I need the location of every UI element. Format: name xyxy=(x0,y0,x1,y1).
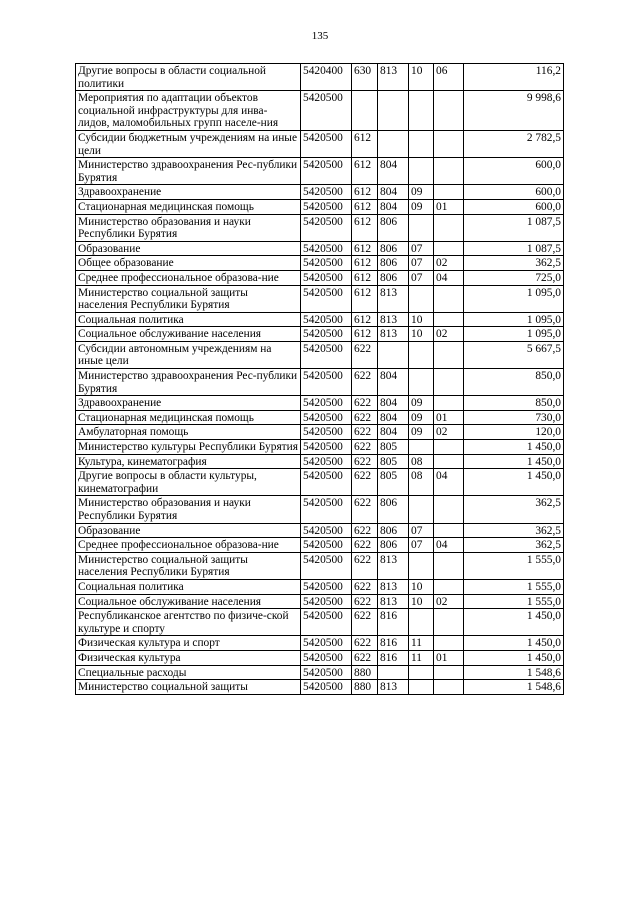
expense-type-cell: 622 xyxy=(352,396,378,411)
section-code-cell xyxy=(409,91,434,131)
section-code-cell: 07 xyxy=(409,241,434,256)
ministry-code-cell: 805 xyxy=(378,469,409,496)
expense-name-cell: Министерство образования и науки Республики Бурятия xyxy=(76,496,301,523)
table-row xyxy=(76,579,564,594)
section-code-cell: 07 xyxy=(409,256,434,271)
expense-type-cell: 622 xyxy=(352,369,378,396)
amount-cell: 5 667,5 xyxy=(464,341,564,368)
ministry-code-cell: 816 xyxy=(378,609,409,636)
expense-type-cell: 622 xyxy=(352,425,378,440)
amount-cell: 120,0 xyxy=(464,425,564,440)
table-row xyxy=(76,636,564,651)
table-row xyxy=(76,410,564,425)
table-row xyxy=(76,469,564,496)
table-row xyxy=(76,270,564,285)
section-code-cell xyxy=(409,341,434,368)
ministry-code-cell: 813 xyxy=(378,64,409,91)
table-row xyxy=(76,496,564,523)
table-row xyxy=(76,158,564,185)
subsection-code-cell xyxy=(434,665,464,680)
target-article-cell: 5420500 xyxy=(301,469,352,496)
section-code-cell xyxy=(409,369,434,396)
target-article-cell: 5420500 xyxy=(301,425,352,440)
amount-cell: 850,0 xyxy=(464,369,564,396)
subsection-code-cell xyxy=(434,130,464,157)
section-code-cell: 08 xyxy=(409,469,434,496)
target-article-cell: 5420500 xyxy=(301,369,352,396)
section-code-cell: 09 xyxy=(409,410,434,425)
ministry-code-cell: 804 xyxy=(378,410,409,425)
budget-table-body xyxy=(76,64,564,695)
amount-cell: 1 450,0 xyxy=(464,650,564,665)
expense-name-cell: Министерство здравоохранения Рес-публики Бурятия xyxy=(76,158,301,185)
target-article-cell: 5420500 xyxy=(301,199,352,214)
table-row xyxy=(76,538,564,553)
table-row xyxy=(76,396,564,411)
subsection-code-cell: 04 xyxy=(434,270,464,285)
subsection-code-cell xyxy=(434,523,464,538)
amount-cell: 850,0 xyxy=(464,396,564,411)
expense-name-cell: Министерство социальной защиты населения Республики Бурятия xyxy=(76,285,301,312)
target-article-cell: 5420500 xyxy=(301,158,352,185)
subsection-code-cell xyxy=(434,579,464,594)
subsection-code-cell: 01 xyxy=(434,650,464,665)
table-row xyxy=(76,454,564,469)
target-article-cell: 5420500 xyxy=(301,312,352,327)
subsection-code-cell xyxy=(434,91,464,131)
table-row xyxy=(76,665,564,680)
ministry-code-cell: 804 xyxy=(378,425,409,440)
table-row xyxy=(76,369,564,396)
amount-cell: 1 450,0 xyxy=(464,440,564,455)
section-code-cell: 10 xyxy=(409,312,434,327)
subsection-code-cell: 02 xyxy=(434,256,464,271)
amount-cell: 725,0 xyxy=(464,270,564,285)
ministry-code-cell: 806 xyxy=(378,241,409,256)
ministry-code-cell: 804 xyxy=(378,369,409,396)
table-row xyxy=(76,523,564,538)
amount-cell: 1 087,5 xyxy=(464,214,564,241)
target-article-cell: 5420500 xyxy=(301,636,352,651)
subsection-code-cell xyxy=(434,241,464,256)
ministry-code-cell: 806 xyxy=(378,270,409,285)
target-article-cell: 5420500 xyxy=(301,496,352,523)
expense-name-cell: Среднее профессиональное образова-ние xyxy=(76,270,301,285)
target-article-cell: 5420500 xyxy=(301,523,352,538)
expense-type-cell xyxy=(352,91,378,131)
subsection-code-cell: 06 xyxy=(434,64,464,91)
table-row xyxy=(76,312,564,327)
section-code-cell: 11 xyxy=(409,636,434,651)
subsection-code-cell xyxy=(434,369,464,396)
target-article-cell: 5420500 xyxy=(301,256,352,271)
target-article-cell: 5420500 xyxy=(301,130,352,157)
target-article-cell: 5420500 xyxy=(301,241,352,256)
amount-cell: 9 998,6 xyxy=(464,91,564,131)
expense-name-cell: Министерство здравоохранения Рес-публики Бурятия xyxy=(76,369,301,396)
subsection-code-cell: 02 xyxy=(434,327,464,342)
table-row xyxy=(76,327,564,342)
page-number: 135 xyxy=(311,30,329,42)
ministry-code-cell: 805 xyxy=(378,454,409,469)
expense-type-cell: 630 xyxy=(352,64,378,91)
subsection-code-cell xyxy=(434,552,464,579)
subsection-code-cell xyxy=(434,454,464,469)
target-article-cell: 5420500 xyxy=(301,538,352,553)
ministry-code-cell: 805 xyxy=(378,440,409,455)
table-row xyxy=(76,594,564,609)
table-row xyxy=(76,285,564,312)
subsection-code-cell: 01 xyxy=(434,410,464,425)
target-article-cell: 5420500 xyxy=(301,327,352,342)
target-article-cell: 5420500 xyxy=(301,552,352,579)
expense-type-cell: 880 xyxy=(352,665,378,680)
ministry-code-cell: 806 xyxy=(378,496,409,523)
subsection-code-cell xyxy=(434,214,464,241)
amount-cell: 1 555,0 xyxy=(464,552,564,579)
section-code-cell: 09 xyxy=(409,425,434,440)
section-code-cell xyxy=(409,158,434,185)
section-code-cell xyxy=(409,496,434,523)
table-row xyxy=(76,425,564,440)
target-article-cell: 5420500 xyxy=(301,185,352,200)
section-code-cell: 10 xyxy=(409,594,434,609)
expense-name-cell: Физическая культура xyxy=(76,650,301,665)
ministry-code-cell: 813 xyxy=(378,327,409,342)
ministry-code-cell: 806 xyxy=(378,256,409,271)
expense-name-cell: Социальная политика xyxy=(76,579,301,594)
expense-type-cell: 622 xyxy=(352,341,378,368)
expense-type-cell: 622 xyxy=(352,609,378,636)
expense-type-cell: 612 xyxy=(352,130,378,157)
target-article-cell: 5420500 xyxy=(301,594,352,609)
ministry-code-cell: 816 xyxy=(378,650,409,665)
target-article-cell: 5420500 xyxy=(301,454,352,469)
amount-cell: 1 548,6 xyxy=(464,680,564,695)
ministry-code-cell: 813 xyxy=(378,285,409,312)
subsection-code-cell: 02 xyxy=(434,594,464,609)
subsection-code-cell: 04 xyxy=(434,538,464,553)
section-code-cell xyxy=(409,285,434,312)
target-article-cell: 5420400 xyxy=(301,64,352,91)
table-row xyxy=(76,552,564,579)
section-code-cell xyxy=(409,665,434,680)
expense-type-cell: 622 xyxy=(352,538,378,553)
table-row xyxy=(76,609,564,636)
ministry-code-cell: 816 xyxy=(378,636,409,651)
subsection-code-cell: 02 xyxy=(434,425,464,440)
amount-cell: 362,5 xyxy=(464,496,564,523)
amount-cell: 116,2 xyxy=(464,64,564,91)
table-row xyxy=(76,650,564,665)
subsection-code-cell xyxy=(434,312,464,327)
section-code-cell: 07 xyxy=(409,538,434,553)
expense-name-cell: Другие вопросы в области социальной политики xyxy=(76,64,301,91)
ministry-code-cell xyxy=(378,130,409,157)
ministry-code-cell: 806 xyxy=(378,523,409,538)
expense-type-cell: 622 xyxy=(352,579,378,594)
table-row xyxy=(76,185,564,200)
table-row xyxy=(76,214,564,241)
section-code-cell xyxy=(409,440,434,455)
table-row xyxy=(76,64,564,91)
target-article-cell: 5420500 xyxy=(301,341,352,368)
amount-cell: 362,5 xyxy=(464,538,564,553)
expense-type-cell: 612 xyxy=(352,199,378,214)
expense-type-cell: 612 xyxy=(352,285,378,312)
expense-name-cell: Республиканское агентство по физиче-ской культуре и спорту xyxy=(76,609,301,636)
subsection-code-cell xyxy=(434,609,464,636)
target-article-cell: 5420500 xyxy=(301,680,352,695)
ministry-code-cell: 813 xyxy=(378,312,409,327)
section-code-cell: 09 xyxy=(409,396,434,411)
subsection-code-cell xyxy=(434,341,464,368)
subsection-code-cell xyxy=(434,680,464,695)
expense-name-cell: Стационарная медицинская помощь xyxy=(76,199,301,214)
table-row xyxy=(76,241,564,256)
expense-name-cell: Специальные расходы xyxy=(76,665,301,680)
expense-type-cell: 612 xyxy=(352,185,378,200)
amount-cell: 362,5 xyxy=(464,523,564,538)
amount-cell: 1 555,0 xyxy=(464,579,564,594)
expense-name-cell: Стационарная медицинская помощь xyxy=(76,410,301,425)
amount-cell: 362,5 xyxy=(464,256,564,271)
subsection-code-cell xyxy=(434,185,464,200)
target-article-cell: 5420500 xyxy=(301,609,352,636)
ministry-code-cell: 804 xyxy=(378,185,409,200)
expense-name-cell: Субсидии автономным учреждениям на иные цели xyxy=(76,341,301,368)
ministry-code-cell: 813 xyxy=(378,594,409,609)
section-code-cell: 11 xyxy=(409,650,434,665)
subsection-code-cell xyxy=(434,396,464,411)
expense-name-cell: Здравоохранение xyxy=(76,185,301,200)
expense-name-cell: Культура, кинематография xyxy=(76,454,301,469)
expense-name-cell: Амбулаторная помощь xyxy=(76,425,301,440)
section-code-cell: 09 xyxy=(409,199,434,214)
amount-cell: 1 450,0 xyxy=(464,454,564,469)
expense-name-cell: Министерство культуры Республики Бурятия xyxy=(76,440,301,455)
target-article-cell: 5420500 xyxy=(301,214,352,241)
expense-name-cell: Среднее профессиональное образова-ние xyxy=(76,538,301,553)
section-code-cell xyxy=(409,130,434,157)
expense-name-cell: Социальная политика xyxy=(76,312,301,327)
section-code-cell xyxy=(409,552,434,579)
subsection-code-cell xyxy=(434,636,464,651)
expense-name-cell: Социальное обслуживание населения xyxy=(76,594,301,609)
expense-type-cell: 622 xyxy=(352,594,378,609)
ministry-code-cell: 804 xyxy=(378,396,409,411)
amount-cell: 1 450,0 xyxy=(464,636,564,651)
expense-type-cell: 612 xyxy=(352,241,378,256)
target-article-cell: 5420500 xyxy=(301,579,352,594)
ministry-code-cell: 813 xyxy=(378,579,409,594)
subsection-code-cell xyxy=(434,158,464,185)
subsection-code-cell xyxy=(434,285,464,312)
section-code-cell: 10 xyxy=(409,579,434,594)
ministry-code-cell xyxy=(378,341,409,368)
section-code-cell xyxy=(409,609,434,636)
expense-type-cell: 880 xyxy=(352,680,378,695)
ministry-code-cell: 804 xyxy=(378,158,409,185)
expense-type-cell: 622 xyxy=(352,454,378,469)
section-code-cell: 07 xyxy=(409,523,434,538)
expense-name-cell: Другие вопросы в области культуры, кинематографии xyxy=(76,469,301,496)
ministry-code-cell xyxy=(378,665,409,680)
target-article-cell: 5420500 xyxy=(301,396,352,411)
target-article-cell: 5420500 xyxy=(301,410,352,425)
section-code-cell xyxy=(409,214,434,241)
expense-name-cell: Здравоохранение xyxy=(76,396,301,411)
amount-cell: 1 548,6 xyxy=(464,665,564,680)
expense-type-cell: 612 xyxy=(352,327,378,342)
expense-type-cell: 622 xyxy=(352,552,378,579)
ministry-code-cell: 813 xyxy=(378,680,409,695)
target-article-cell: 5420500 xyxy=(301,440,352,455)
section-code-cell: 10 xyxy=(409,327,434,342)
table-row xyxy=(76,341,564,368)
expense-name-cell: Министерство социальной защиты населения Республики Бурятия xyxy=(76,552,301,579)
ministry-code-cell xyxy=(378,91,409,131)
expense-type-cell: 612 xyxy=(352,158,378,185)
amount-cell: 1 450,0 xyxy=(464,609,564,636)
subsection-code-cell xyxy=(434,440,464,455)
expense-name-cell: Физическая культура и спорт xyxy=(76,636,301,651)
section-code-cell: 07 xyxy=(409,270,434,285)
ministry-code-cell: 804 xyxy=(378,199,409,214)
table-row xyxy=(76,91,564,131)
table-row xyxy=(76,440,564,455)
subsection-code-cell: 04 xyxy=(434,469,464,496)
budget-table xyxy=(75,63,564,695)
target-article-cell: 5420500 xyxy=(301,270,352,285)
target-article-cell: 5420500 xyxy=(301,91,352,131)
amount-cell: 730,0 xyxy=(464,410,564,425)
table-row xyxy=(76,256,564,271)
ministry-code-cell: 806 xyxy=(378,538,409,553)
section-code-cell: 08 xyxy=(409,454,434,469)
expense-name-cell: Социальное обслуживание населения xyxy=(76,327,301,342)
amount-cell: 600,0 xyxy=(464,199,564,214)
expense-name-cell: Общее образование xyxy=(76,256,301,271)
expense-name-cell: Министерство социальной защиты xyxy=(76,680,301,695)
expense-type-cell: 612 xyxy=(352,214,378,241)
expense-name-cell: Министерство образования и науки Республики Бурятия xyxy=(76,214,301,241)
section-code-cell: 09 xyxy=(409,185,434,200)
target-article-cell: 5420500 xyxy=(301,285,352,312)
expense-type-cell: 622 xyxy=(352,410,378,425)
amount-cell: 1 555,0 xyxy=(464,594,564,609)
expense-type-cell: 612 xyxy=(352,256,378,271)
expense-name-cell: Мероприятия по адаптации объектов социальной инфраструктуры для инва-лидов, маломобильных групп населе-ния xyxy=(76,91,301,131)
expense-type-cell: 622 xyxy=(352,650,378,665)
amount-cell: 1 095,0 xyxy=(464,327,564,342)
expense-type-cell: 622 xyxy=(352,496,378,523)
amount-cell: 1 095,0 xyxy=(464,285,564,312)
subsection-code-cell: 01 xyxy=(434,199,464,214)
expense-type-cell: 612 xyxy=(352,312,378,327)
section-code-cell: 10 xyxy=(409,64,434,91)
expense-name-cell: Образование xyxy=(76,523,301,538)
expense-type-cell: 622 xyxy=(352,523,378,538)
amount-cell: 1 450,0 xyxy=(464,469,564,496)
target-article-cell: 5420500 xyxy=(301,650,352,665)
ministry-code-cell: 813 xyxy=(378,552,409,579)
amount-cell: 2 782,5 xyxy=(464,130,564,157)
amount-cell: 1 087,5 xyxy=(464,241,564,256)
expense-type-cell: 622 xyxy=(352,636,378,651)
amount-cell: 600,0 xyxy=(464,158,564,185)
expense-name-cell: Субсидии бюджетным учреждениям на иные цели xyxy=(76,130,301,157)
ministry-code-cell: 806 xyxy=(378,214,409,241)
section-code-cell xyxy=(409,680,434,695)
table-row xyxy=(76,680,564,695)
amount-cell: 1 095,0 xyxy=(464,312,564,327)
target-article-cell: 5420500 xyxy=(301,665,352,680)
table-row xyxy=(76,130,564,157)
table-row xyxy=(76,199,564,214)
expense-type-cell: 622 xyxy=(352,469,378,496)
subsection-code-cell xyxy=(434,496,464,523)
expense-name-cell: Образование xyxy=(76,241,301,256)
amount-cell: 600,0 xyxy=(464,185,564,200)
expense-type-cell: 622 xyxy=(352,440,378,455)
expense-type-cell: 612 xyxy=(352,270,378,285)
